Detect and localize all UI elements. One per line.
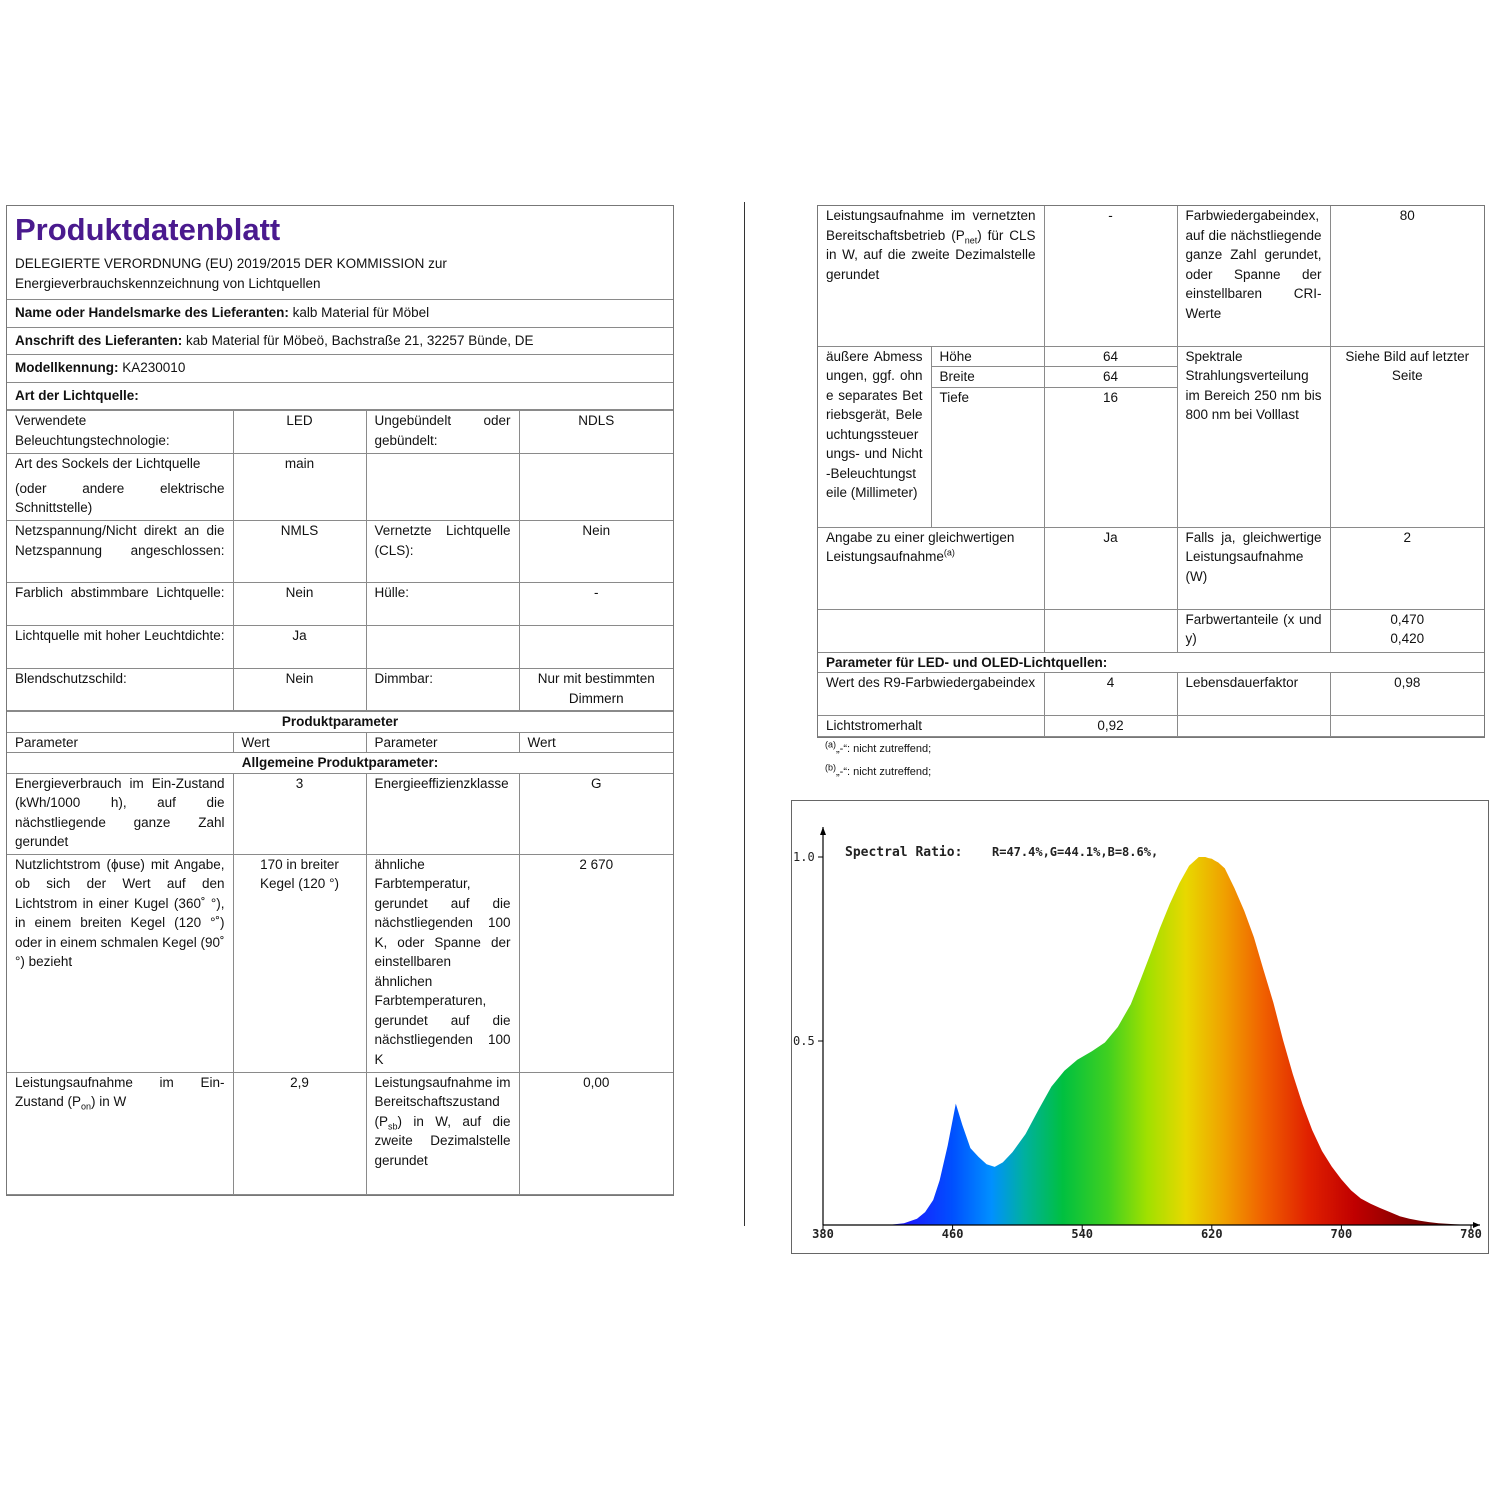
height-value: 64 — [1044, 346, 1177, 367]
empty-cell — [366, 454, 519, 521]
x-tick-label: 460 — [941, 1227, 964, 1241]
chromaticity-x: 0,470 — [1390, 611, 1425, 627]
param-cell: Energieeffizienzklasse — [366, 773, 519, 854]
value-cell: - — [1044, 206, 1177, 346]
column-header: Parameter — [366, 732, 519, 753]
table-row — [818, 673, 1484, 716]
pnet-sub: net — [964, 235, 978, 246]
table-row — [818, 609, 1484, 652]
param-cell: Dimmbar: — [366, 669, 519, 711]
value-cell: Nein — [233, 669, 366, 711]
footnote-mark: (a) — [825, 739, 836, 750]
light-type-table — [7, 410, 673, 711]
spectrum-svg — [792, 801, 1488, 1253]
table-row — [7, 854, 673, 1072]
param-cell: Nutzlichtstrom (ϕuse) mit Angabe, ob sich der Wert auf den Lichtstrom in einer Kugel (360˚ °), in einem breiten Kegel (120 °˚) oder in einem schmalen Kegel (90˚ °) bezieht — [7, 854, 233, 1072]
empty-cell — [366, 626, 519, 669]
empty-cell — [1177, 716, 1330, 737]
y-axis-arrow — [820, 827, 826, 835]
chromaticity-y: 0,420 — [1390, 631, 1425, 646]
footnote-text: „-“: nicht zutreffend; — [836, 743, 932, 755]
supplier-label: Name oder Handelsmarke des Lieferanten: — [15, 305, 289, 320]
socket-label: Art des Sockels der Lichtquelle — [15, 456, 201, 471]
value-cell: Ja — [1044, 527, 1177, 609]
table-row — [7, 626, 673, 669]
value-cell: 0,00 — [519, 1072, 673, 1194]
right-params-table — [818, 206, 1484, 737]
type-label: Art der Lichtquelle: — [7, 382, 673, 410]
supplier-row — [7, 300, 673, 328]
standby-label: Leistungsaufnahme im Bereitschaftszustand (P — [374, 1074, 511, 1129]
param-cell: Lichtquelle mit hoher Leuchtdichte: — [7, 626, 233, 669]
param-cell: Lebensdauerfaktor — [1177, 673, 1330, 716]
column-header-row — [7, 732, 673, 753]
empty-cell — [519, 626, 673, 669]
supplier-cell — [7, 300, 673, 328]
x-tick-label: 620 — [1200, 1227, 1223, 1241]
param-cell: Farblich abstimmbare Lichtquelle: — [7, 583, 233, 626]
column-header: Wert — [233, 732, 366, 753]
height-label: Höhe — [931, 346, 1044, 367]
table-row — [818, 206, 1484, 346]
power-on-sub: on — [81, 1101, 92, 1112]
spectrum-area — [823, 857, 1471, 1225]
footnote-text: „-“: nicht zutreffend; — [836, 766, 932, 778]
model-label: Modellkennung: — [15, 360, 119, 375]
param-cell — [818, 206, 1044, 346]
param-cell: Lichtstromerhalt — [818, 716, 1044, 737]
param-cell: Vernetzte Lichtquelle (CLS): — [366, 521, 519, 583]
value-cell: LED — [233, 411, 366, 454]
power-on-label-end: ) in W — [91, 1094, 127, 1109]
column-header: Wert — [519, 732, 673, 753]
y-tick-label: 1.0 — [793, 850, 815, 864]
equivalent-label: Angabe zu einer gleichwertigen Leistungsaufnahme — [826, 529, 1015, 564]
empty-cell — [818, 609, 1044, 652]
depth-value: 16 — [1044, 387, 1177, 527]
table-row — [7, 521, 673, 583]
table-row — [7, 454, 673, 521]
param-cell — [818, 527, 1044, 609]
standby-sub: sb — [388, 1121, 398, 1132]
section-header-row — [7, 753, 673, 774]
param-cell: Falls ja, gleichwertige Leistungsaufnahme (W) — [1177, 527, 1330, 609]
y-tick-group — [793, 850, 823, 1048]
section-title: Produktparameter — [7, 712, 673, 733]
param-cell: Blendschutzschild: — [7, 669, 233, 711]
value-cell: 4 — [1044, 673, 1177, 716]
x-tick-label: 700 — [1330, 1227, 1353, 1241]
param-cell: Energieverbrauch im Ein-Zustand (kWh/1000 h), auf die nächstliegende ganze Zahl gerundet — [7, 773, 233, 854]
empty-cell — [1330, 716, 1484, 737]
left-datasheet-panel — [6, 205, 674, 1196]
value-cell: NDLS — [519, 411, 673, 454]
header-table — [7, 206, 673, 410]
value-cell: Nein — [233, 583, 366, 626]
page-title: Produktdatenblatt — [15, 212, 281, 247]
section-header-row — [7, 712, 673, 733]
model-cell — [7, 355, 673, 383]
table-row — [7, 669, 673, 711]
value-cell: Nur mit bestimmten Dimmern — [519, 669, 673, 711]
section-title: Allgemeine Produktparameter: — [7, 753, 673, 774]
section-title: Parameter für LED- und OLED-Lichtquellen: — [818, 652, 1484, 673]
empty-cell — [1044, 609, 1177, 652]
supplier-value: kalb Material für Möbel — [292, 305, 430, 320]
pnet-label-end: ) für CLS in W, auf die zweite Dezimalstelle gerundet — [826, 227, 1036, 282]
spectrum-chart — [791, 800, 1489, 1254]
footnote-a — [825, 739, 932, 756]
column-header: Parameter — [7, 732, 233, 753]
x-tick-group — [812, 1225, 1482, 1241]
product-params-table — [7, 711, 673, 1195]
spectral-value: Siehe Bild auf letzter Seite — [1330, 346, 1484, 527]
value-cell: 0,98 — [1330, 673, 1484, 716]
title-row — [7, 206, 673, 300]
value-cell: 0,92 — [1044, 716, 1177, 737]
power-on-label: Leistungsaufnahme im Ein-Zustand (P — [15, 1074, 225, 1109]
table-row — [7, 1072, 673, 1194]
param-cell: Farbwertanteile (x und y) — [1177, 609, 1330, 652]
address-value: kab Material für Möbeö, Bachstraße 21, 32257 Bünde, DE — [186, 332, 534, 348]
param-cell: Hülle: — [366, 583, 519, 626]
x-tick-label: 540 — [1071, 1227, 1094, 1241]
value-cell: 3 — [233, 773, 366, 854]
pnet-label: Leistungsaufnahme im vernetzten Bereitschaftsbetrieb (P — [826, 208, 1036, 243]
value-cell: NMLS — [233, 521, 366, 583]
value-cell: Ja — [233, 626, 366, 669]
footnote-mark: (b) — [825, 762, 836, 773]
param-cell — [7, 1072, 233, 1194]
param-cell: Farbwiedergabeindex, auf die nächstliegende ganze Zahl gerundet, oder Spanne der einstellbaren CRI-Werte — [1177, 206, 1330, 346]
depth-label: Tiefe — [931, 387, 1044, 527]
regulation-line-1: DELEGIERTE VERORDNUNG (EU) 2019/2015 DER KOMMISSION zur — [15, 256, 447, 271]
table-row — [818, 346, 1484, 367]
table-row — [7, 583, 673, 626]
y-tick-label: 0.5 — [793, 1034, 815, 1048]
empty-cell — [519, 454, 673, 521]
value-cell: - — [519, 583, 673, 626]
model-value: KA230010 — [122, 360, 186, 375]
param-cell: Wert des R9-Farbwiedergabeindex — [818, 673, 1044, 716]
value-cell: 2 670 — [519, 854, 673, 1072]
value-cell: 170 in breiter Kegel (120 °) — [233, 854, 366, 1072]
section-header-row — [818, 652, 1484, 673]
type-row — [7, 382, 673, 410]
regulation-line-2: Energieverbrauchskennzeichnung von Lichtquellen — [15, 275, 321, 291]
standby-label-end: ) in W, auf die zweite Dezimalstelle gerundet — [374, 1113, 511, 1168]
value-cell: G — [519, 773, 673, 854]
x-tick-label: 780 — [1460, 1227, 1482, 1241]
address-row — [7, 327, 673, 355]
chart-ratio-text: R=47.4%,G=44.1%,B=8.6%, — [992, 845, 1159, 859]
model-row — [7, 355, 673, 383]
value-cell: 2,9 — [233, 1072, 366, 1194]
table-row — [7, 773, 673, 854]
equivalent-sup: (a) — [943, 547, 955, 558]
value-cell: 80 — [1330, 206, 1484, 346]
socket-sublabel: (oder andere elektrische Schnittstelle) — [15, 480, 225, 515]
x-tick-label: 380 — [812, 1227, 834, 1241]
value-cell: 2 — [1330, 527, 1484, 609]
value-cell — [1330, 609, 1484, 652]
param-cell — [366, 1072, 519, 1194]
param-cell: Verwendete Beleuchtungstechnologie: — [7, 411, 233, 454]
param-cell — [7, 454, 233, 521]
width-value: 64 — [1044, 367, 1177, 388]
param-cell: ähnliche Farbtemperatur, gerundet auf die nächstliegenden 100 K, oder Spanne der einstellbaren ähnlichen Farbtemperaturen, gerundet auf die nächstliegenden 100 K — [366, 854, 519, 1072]
value-cell: main — [233, 454, 366, 521]
right-datasheet-panel — [817, 205, 1485, 738]
title-cell — [7, 206, 673, 300]
page-divider — [744, 202, 745, 1226]
dimensions-label: äußere Abmessungen, ggf. ohne separates Betriebsgerät, Beleuchtungssteuerungs- und Nicht-Beleuchtungsteile (Millimeter) — [818, 346, 931, 527]
footnote-b — [825, 762, 932, 779]
width-label: Breite — [931, 367, 1044, 388]
address-cell — [7, 327, 673, 355]
value-cell: Nein — [519, 521, 673, 583]
param-cell: Ungebündelt oder gebündelt: — [366, 411, 519, 454]
param-cell: Netzspannung/Nicht direkt an die Netzspannung angeschlossen: — [7, 521, 233, 583]
address-label: Anschrift des Lieferanten: — [15, 332, 183, 348]
table-row — [818, 716, 1484, 737]
spectral-label: Spektrale Strahlungsverteilung im Bereich 250 nm bis 800 nm bei Volllast — [1177, 346, 1330, 527]
table-row — [7, 411, 673, 454]
chart-title: Spectral Ratio: — [845, 845, 963, 860]
table-row — [818, 527, 1484, 609]
